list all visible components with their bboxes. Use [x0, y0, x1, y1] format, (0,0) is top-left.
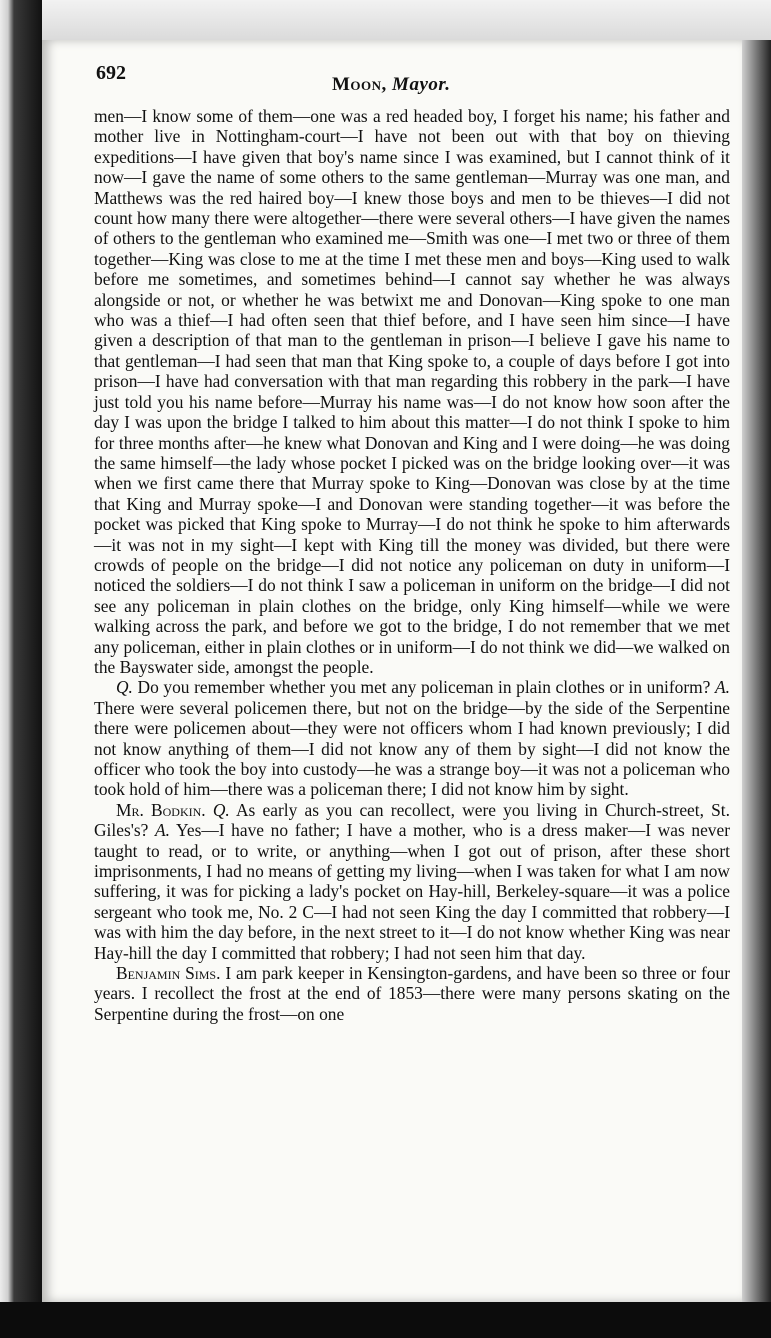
- scan-top-edge: [0, 0, 771, 44]
- answer-label: A.: [715, 677, 730, 698]
- answer-text: There were several policemen there, but not on the bridge—by the side of the Serpentine there were policemen about—they were not officers whom I had known previously; I did not know anything of them—I did not know any of them by sight—I did not know the officer who took the boy into custody—he was a strange boy—it was not a policeman who took hold of him—there was a policeman there; I did not know him by sight.: [94, 697, 730, 800]
- answer-label: A.: [155, 820, 170, 841]
- testimony-text: I am park keeper in Kensington-gardens, and have been so three or four years. I recollect the frost at the end of 1853—there were many persons skating on the Serpentine during the frost—on one: [94, 963, 730, 1024]
- page-edge-right: [742, 40, 771, 1302]
- book-binding-shadow: [0, 0, 42, 1338]
- document-page: [42, 40, 742, 1302]
- body-text: [94, 106, 730, 1024]
- running-head-name: Moon,: [332, 74, 387, 95]
- speaker-name: Mr. Bodkin.: [116, 799, 206, 820]
- answer-text: Yes—I have no father; I have a mother, who is a dress maker—I was never taught to read, or to write, or anything—when I got out of prison, after these short imprisonments, I had no means of getting my living—when I was taken for what I am now suffering, it was for picking a lady's pocket on Hay-hill, Berkeley-square—it was a police sergeant who took me, No. 2 C—I had not seen King the day I committed that robbery—I was with him the day before, in the next street to it—I do not know whether King was near Hay-hill the day I committed that robbery; I had not seen him that day.: [94, 820, 730, 963]
- paragraph-cross-examination: [94, 677, 730, 799]
- question-text: As early as you can recollect, were you living in Church-street, St. Giles's?: [94, 799, 730, 841]
- scan-bottom-edge: [0, 1302, 771, 1338]
- running-head-title: Mayor.: [392, 74, 451, 95]
- running-head: [332, 74, 450, 96]
- paragraph-testimony-continued: men—I know some of them—one was a red headed boy, I forget his name; his father and mother live in Nottingham-court—I have not been out with that boy on thieving expeditions—I have given that boy's name since I was examined, but I cannot think of it now—I gave the name of some others to the same gentleman—Murray was one man, and Matthews was the red haired boy—I knew those boys and men to be thieves—I did not count how many there were altogether—there were several others—I have given the names of others to the gentleman who examined me—Smith was one—I met two or three of them together—King was close to me at the time I met these men and boys—King used to walk before me sometimes, and sometimes behind—I cannot say whether he was always alongside or not, or whether he was betwixt me and Donovan—King spoke to one man who was a thief—I had often seen that thief before, and I have seen him since—I have given a description of that man to the gentleman in prison—I believe I gave his name to that gentleman—I had seen that man that King spoke to, a couple of days before I got into prison—I have had conversation with that man regarding this robbery in the park—I have just told you his name before—Murray his name was—I do not know how soon after the day I was upon the bridge I talked to him about this matter—I do not think I spoke to him for three months after—he knew what Donovan and King and I were doing—he was doing the same himself—the lady whose pocket I picked was on the bridge looking over—it was when we first came there that Murray spoke to King—Donovan was close by at the time that King and Murray spoke—I and Donovan were standing together—it was before the pocket was picked that King spoke to Murray—I do not think he spoke to him afterwards—it was not in my sight—I kept with King till the money was divided, but there were crowds of people on the bridge—I did not notice any policeman on duty in uniform—I noticed the soldiers—I do not think I saw a policeman in uniform on the bridge—I did not see any policeman in plain clothes on the bridge, only King himself—while we were walking across the park, and before we got to the bridge, I do not remember that we met any policeman, either in plain clothes or in uniform—I do not think we did—we walked on the Bayswater side, amongst the people.: [94, 106, 730, 677]
- page-number: 692: [96, 62, 126, 84]
- speaker-name: Benjamin Sims.: [116, 963, 221, 984]
- paragraph-benjamin-sims: [94, 963, 730, 1024]
- question-label: Q.: [116, 677, 133, 698]
- question-label: Q.: [212, 799, 230, 820]
- paragraph-bodkin-examination: [94, 800, 730, 963]
- question-text: Do you remember whether you met any policeman in plain clothes or in uniform?: [137, 677, 711, 698]
